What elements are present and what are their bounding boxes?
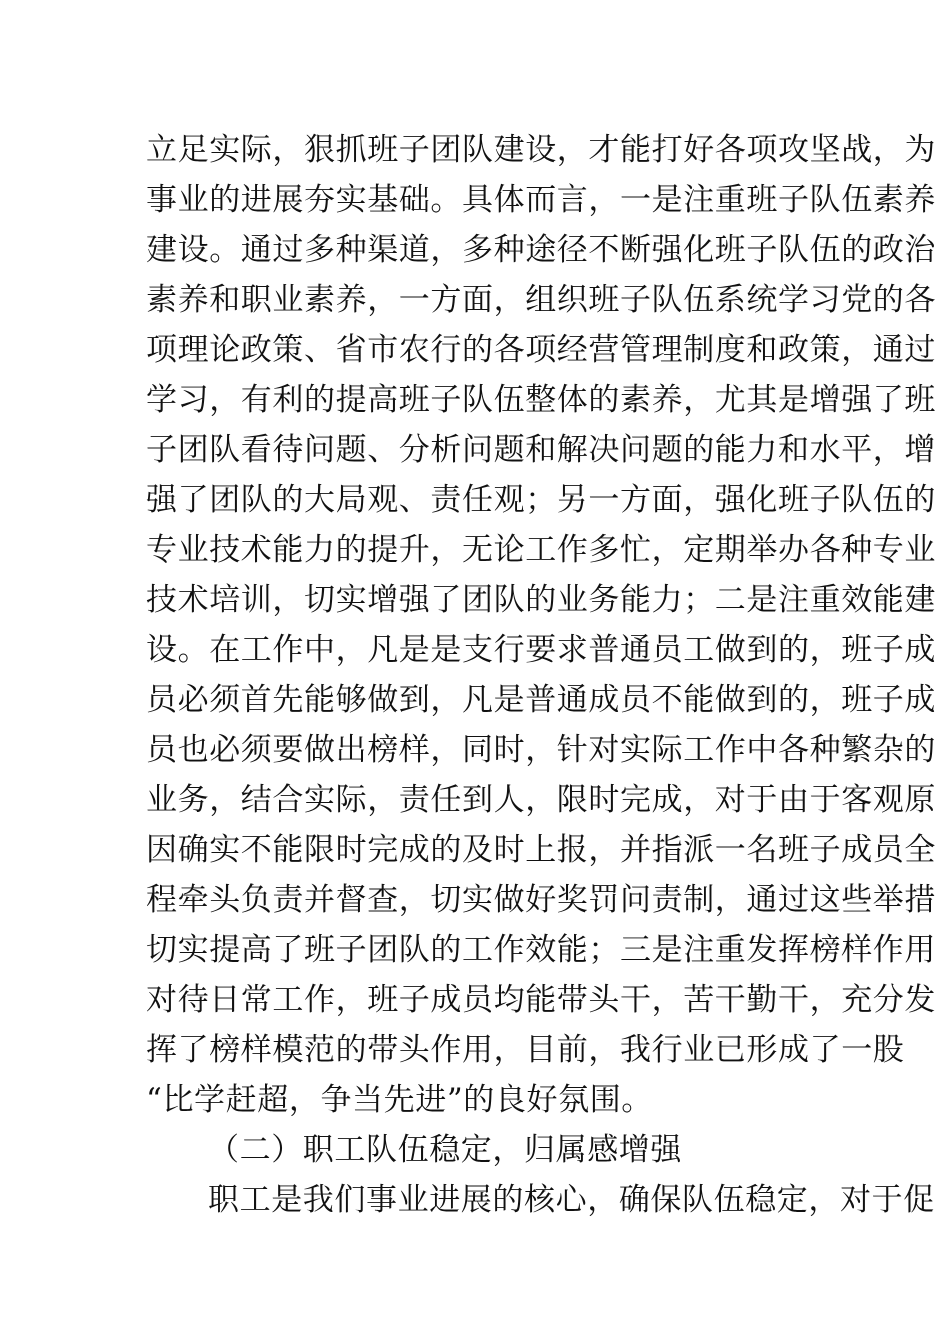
body-line-4: 素养和职业素养，一方面，组织班子队伍系统学习党的各 — [146, 282, 936, 318]
body-line-8: 强了团队的大局观、责任观；另一方面，强化班子队伍的 — [146, 482, 936, 518]
paragraph-first-line: 职工是我们事业进展的核心，确保队伍稳定，对于促 — [208, 1182, 935, 1218]
body-line-5: 项理论政策、省市农行的各项经营管理制度和政策，通过 — [146, 332, 936, 368]
body-line-7: 子团队看待问题、分析问题和解决问题的能力和水平，增 — [146, 432, 936, 468]
body-line-20: “比学赶超，争当先进”的良好氛围。 — [146, 1082, 653, 1118]
body-line-11: 设。在工作中，凡是是支行要求普通员工做到的，班子成 — [146, 632, 936, 668]
body-line-2: 事业的进展夯实基础。具体而言，一是注重班子队伍素养 — [146, 182, 936, 218]
body-line-15: 因确实不能限时完成的及时上报，并指派一名班子成员全 — [146, 832, 936, 868]
body-line-19: 挥了榜样模范的带头作用，目前，我行业已形成了一股 — [146, 1032, 905, 1068]
body-line-1: 立足实际，狠抓班子团队建设，才能打好各项攻坚战，为 — [146, 132, 936, 168]
body-line-3: 建设。通过多种渠道，多种途径不断强化班子队伍的政治 — [146, 232, 936, 268]
section-subheading: （二）职工队伍稳定，归属感增强 — [208, 1132, 682, 1168]
body-line-13: 员也必须要做出榜样，同时，针对实际工作中各种繁杂的 — [146, 732, 936, 768]
body-line-9: 专业技术能力的提升，无论工作多忙，定期举办各种专业 — [146, 532, 936, 568]
body-line-6: 学习，有利的提高班子队伍整体的素养，尤其是增强了班 — [146, 382, 936, 418]
body-line-14: 业务，结合实际，责任到人，限时完成，对于由于客观原 — [146, 782, 936, 818]
body-line-16: 程牵头负责并督查，切实做好奖罚问责制，通过这些举措 — [146, 882, 936, 918]
body-line-10: 技术培训，切实增强了团队的业务能力；二是注重效能建 — [146, 582, 936, 618]
body-line-17: 切实提高了班子团队的工作效能；三是注重发挥榜样作用 — [146, 932, 936, 968]
body-line-12: 员必须首先能够做到，凡是普通成员不能做到的，班子成 — [146, 682, 936, 718]
body-line-18: 对待日常工作，班子成员均能带头干，苦干勤干，充分发 — [146, 982, 936, 1018]
